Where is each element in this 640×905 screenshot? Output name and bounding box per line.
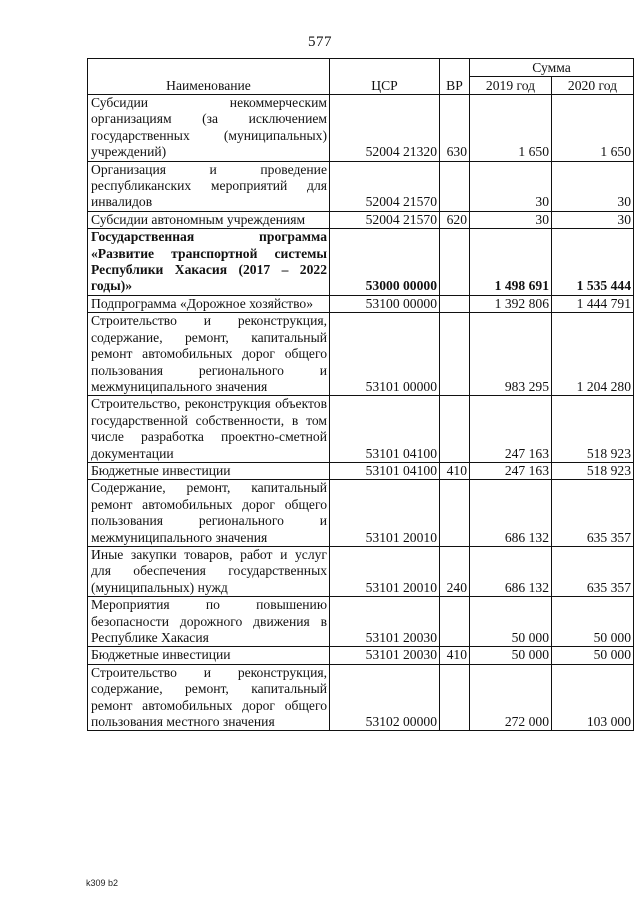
budget-table — [87, 58, 634, 731]
row-sum-2020: 30 — [552, 161, 634, 211]
table-row — [88, 480, 634, 547]
row-csr: 52004 21320 — [330, 95, 440, 162]
row-name: Организация и проведение республиканских мероприятий для инвалидов — [88, 161, 330, 211]
row-name: Строительство и реконструкция, содержание, ремонт, капитальный ремонт автомобильных дорог общего пользования регионального и межмуниципального значения — [88, 313, 330, 396]
row-sum-2020: 103 000 — [552, 664, 634, 731]
row-vr — [440, 161, 470, 211]
row-sum-2019: 1 498 691 — [470, 229, 552, 296]
row-sum-2019: 272 000 — [470, 664, 552, 731]
row-sum-2020: 50 000 — [552, 647, 634, 664]
row-sum-2020: 518 923 — [552, 462, 634, 479]
table-row — [88, 462, 634, 479]
row-vr: 620 — [440, 211, 470, 228]
row-sum-2020: 518 923 — [552, 396, 634, 463]
header-name: Наименование — [88, 59, 330, 95]
table-row — [88, 396, 634, 463]
row-sum-2019: 1 392 806 — [470, 295, 552, 312]
row-sum-2020: 1 535 444 — [552, 229, 634, 296]
row-csr: 53101 04100 — [330, 462, 440, 479]
row-csr: 52004 21570 — [330, 161, 440, 211]
row-sum-2019: 983 295 — [470, 313, 552, 396]
row-csr: 53102 00000 — [330, 664, 440, 731]
page-number: 577 — [308, 34, 332, 50]
table-row — [88, 229, 634, 296]
table-row — [88, 95, 634, 162]
row-name: Содержание, ремонт, капитальный ремонт автомобильных дорог общего пользования регионального и межмуниципального значения — [88, 480, 330, 547]
row-csr: 53101 20030 — [330, 647, 440, 664]
header-year-2020: 2020 год — [552, 77, 634, 95]
row-sum-2019: 30 — [470, 211, 552, 228]
row-sum-2020: 1 444 791 — [552, 295, 634, 312]
row-name: Бюджетные инвестиции — [88, 462, 330, 479]
row-name: Строительство, реконструкция объектов государственной собственности, в том числе разработка проектно-сметной документации — [88, 396, 330, 463]
row-vr — [440, 597, 470, 647]
row-sum-2019: 686 132 — [470, 546, 552, 596]
row-name: Иные закупки товаров, работ и услуг для обеспечения государственных (муниципальных) нужд — [88, 546, 330, 596]
table-row — [88, 211, 634, 228]
row-sum-2020: 30 — [552, 211, 634, 228]
row-sum-2019: 50 000 — [470, 597, 552, 647]
row-vr: 410 — [440, 462, 470, 479]
row-csr: 53100 00000 — [330, 295, 440, 312]
header-sum: Сумма — [470, 59, 634, 77]
row-csr: 53101 20030 — [330, 597, 440, 647]
row-vr — [440, 664, 470, 731]
row-sum-2019: 247 163 — [470, 396, 552, 463]
row-vr: 630 — [440, 95, 470, 162]
header-csr: ЦСР — [330, 59, 440, 95]
table-row — [88, 313, 634, 396]
row-name: Государственная программа «Развитие транспортной системы Республики Хакасия (2017 – 2022 годы)» — [88, 229, 330, 296]
table-body — [88, 95, 634, 731]
row-vr — [440, 295, 470, 312]
row-sum-2020: 50 000 — [552, 597, 634, 647]
row-sum-2020: 1 650 — [552, 95, 634, 162]
table-row — [88, 295, 634, 312]
row-sum-2020: 1 204 280 — [552, 313, 634, 396]
row-sum-2019: 686 132 — [470, 480, 552, 547]
row-sum-2019: 30 — [470, 161, 552, 211]
row-csr: 53101 00000 — [330, 313, 440, 396]
table-row — [88, 546, 634, 596]
row-vr — [440, 313, 470, 396]
table-row — [88, 647, 634, 664]
row-sum-2020: 635 357 — [552, 546, 634, 596]
row-vr — [440, 480, 470, 547]
row-vr: 410 — [440, 647, 470, 664]
row-csr: 53101 20010 — [330, 546, 440, 596]
header-year-2019: 2019 год — [470, 77, 552, 95]
table-row — [88, 161, 634, 211]
row-sum-2019: 1 650 — [470, 95, 552, 162]
row-name: Подпрограмма «Дорожное хозяйство» — [88, 295, 330, 312]
table-row — [88, 597, 634, 647]
header-vr: ВР — [440, 59, 470, 95]
row-vr — [440, 229, 470, 296]
row-csr: 52004 21570 — [330, 211, 440, 228]
row-name: Субсидии автономным учреждениям — [88, 211, 330, 228]
row-csr: 53101 20010 — [330, 480, 440, 547]
row-name: Бюджетные инвестиции — [88, 647, 330, 664]
row-csr: 53101 04100 — [330, 396, 440, 463]
row-name: Мероприятия по повышению безопасности дорожного движения в Республике Хакасия — [88, 597, 330, 647]
footer-code: k309 b2 — [86, 878, 119, 888]
row-sum-2019: 247 163 — [470, 462, 552, 479]
row-name: Субсидии некоммерческим организациям (за исключением государственных (муниципальных) учреждений) — [88, 95, 330, 162]
row-sum-2019: 50 000 — [470, 647, 552, 664]
row-vr — [440, 396, 470, 463]
row-vr: 240 — [440, 546, 470, 596]
table-row — [88, 664, 634, 731]
row-csr: 53000 00000 — [330, 229, 440, 296]
row-name: Строительство и реконструкция, содержание, ремонт, капитальный ремонт автомобильных дорог общего пользования местного значения — [88, 664, 330, 731]
row-sum-2020: 635 357 — [552, 480, 634, 547]
